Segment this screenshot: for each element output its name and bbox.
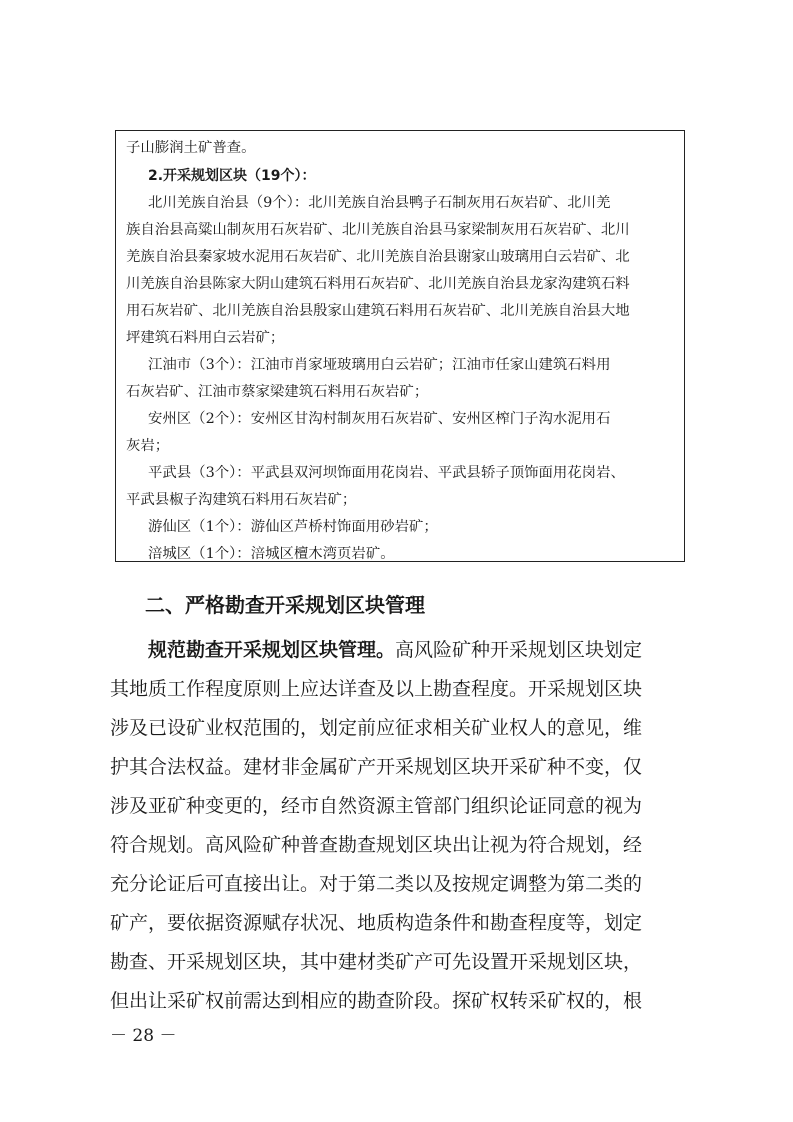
paragraph-line: 涉及已设矿业权范围的，划定前应征求相关矿业权人的意见，维: [110, 717, 643, 739]
paragraph-line: [110, 636, 642, 664]
box-line: 平武县椒子沟建筑石料用石灰岩矿；: [126, 492, 357, 508]
paragraph-lead: 规范勘查开采规划区块管理。: [148, 639, 396, 661]
box-line: 子山膨润土矿普查。: [126, 140, 256, 156]
paragraph-line: 护其合法权益。建材非金属矿产开采规划区块开采矿种不变，仅: [110, 756, 643, 778]
paragraph-line: 充分论证后可直接出让。对于第二类以及按规定调整为第二类的: [110, 873, 643, 895]
box-line: 安州区（2个）：安州区甘沟村制灰用石灰岩矿、安州区榨门子沟水泥用石: [148, 411, 611, 427]
box-line: 羌族自治县秦家坡水泥用石灰岩矿、北川羌族自治县谢家山玻璃用白云岩矿、北: [126, 249, 630, 265]
paragraph-first-rest: 高风险矿种开采规划区块划定: [395, 639, 643, 661]
section-heading: 二、严格勘查开采规划区块管理: [145, 593, 425, 617]
box-line: 涪城区（1个）：涪城区檀木湾页岩矿。: [148, 546, 395, 562]
box-line: 坪建筑石料用白云岩矿；: [126, 330, 285, 346]
box-line: 族自治县高粱山制灰用石灰岩矿、北川羌族自治县马家梁制灰用石灰岩矿、北川: [126, 222, 630, 238]
paragraph-line: 其地质工作程度原则上应达详查及以上勘查程度。开采规划区块: [110, 678, 643, 700]
box-line: 灰岩；: [126, 438, 170, 454]
box-line: 江油市（3个）：江油市肖家垭玻璃用白云岩矿；江油市任家山建筑石料用: [148, 357, 611, 373]
page-number: － 28 －: [110, 1026, 177, 1046]
box-line: 北川羌族自治县（9个）：北川羌族自治县鸭子石制灰用石灰岩矿、北川羌: [148, 195, 611, 211]
paragraph-line: 但出让采矿权前需达到相应的勘查阶段。探矿权转采矿权的，根: [110, 990, 643, 1012]
box-line: 石灰岩矿、江油市蔡家梁建筑石料用石灰岩矿；: [126, 384, 429, 400]
box-line: 用石灰岩矿、北川羌族自治县殷家山建筑石料用石灰岩矿、北川羌族自治县大地: [126, 303, 630, 319]
box-line: 游仙区（1个）：游仙区芦桥村饰面用砂岩矿；: [148, 519, 438, 535]
box-subheading: 2.开采规划区块（19个）：: [148, 168, 316, 184]
box-line: 川羌族自治县陈家大阴山建筑石料用石灰岩矿、北川羌族自治县龙家沟建筑石料: [126, 276, 630, 292]
paragraph-line: 勘查、开采规划区块，其中建材类矿产可先设置开采规划区块，: [110, 951, 643, 973]
paragraph-line: 矿产，要依据资源赋存状况、地质构造条件和勘查程度等，划定: [110, 912, 643, 934]
paragraph-line: 符合规划。高风险矿种普查勘查规划区块出让视为符合规划，经: [110, 834, 643, 856]
paragraph-line: 涉及亚矿种变更的，经市自然资源主管部门组织论证同意的视为: [110, 795, 643, 817]
planning-block-table: [115, 130, 685, 562]
box-line: 平武县（3个）：平武县双河坝饰面用花岗岩、平武县轿子顶饰面用花岗岩、: [148, 465, 625, 481]
